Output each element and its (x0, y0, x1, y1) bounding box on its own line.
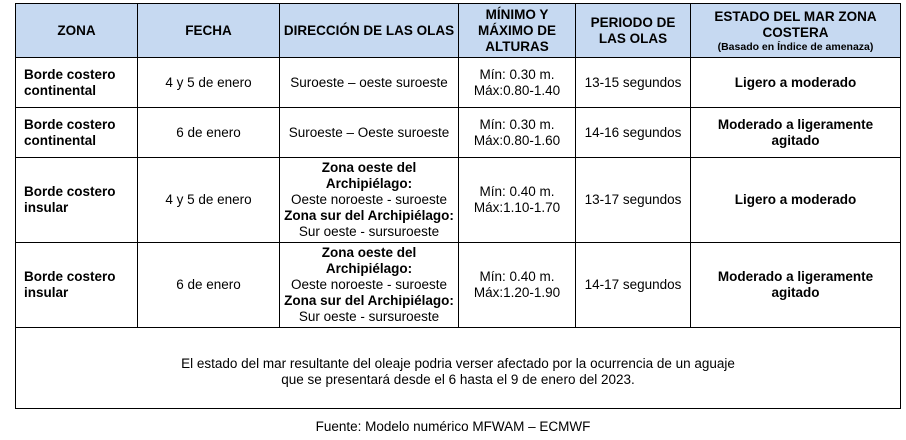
cell-fecha: 4 y 5 de enero (138, 158, 280, 243)
direccion-text-oeste: Oeste noroeste - suroeste (290, 192, 448, 207)
cell-zona: Borde costero insular (16, 243, 138, 328)
table-row (16, 243, 901, 328)
direccion-heading-oeste: Zona oeste del Archipiélago: (321, 160, 417, 191)
cell-alturas-max: Máx:1.10-1.70 (473, 200, 561, 215)
cell-alturas-min: Mín: 0.40 m. (479, 184, 555, 199)
direccion-text-sur: Sur oeste - sursuroeste (298, 224, 440, 239)
note-line-1: El estado del mar resultante del oleaje podria verser afectado por la ocurrencia de un aguaje (181, 356, 735, 371)
cell-estado: Ligero a moderado (691, 158, 901, 243)
cell-periodo: 14-16 segundos (576, 108, 691, 158)
header-estado-main: ESTADO DEL MAR ZONA COSTERA (714, 8, 877, 40)
cell-estado: Ligero a moderado (691, 58, 901, 108)
note-text (26, 348, 890, 388)
cell-estado: Moderado a ligeramente agitado (691, 243, 901, 328)
cell-direccion: Suroeste – Oeste suroeste (280, 108, 459, 158)
cell-fecha: 4 y 5 de enero (138, 58, 280, 108)
cell-fecha: 6 de enero (138, 108, 280, 158)
source-caption: Fuente: Modelo numérico MFWAM – ECMWF (315, 419, 591, 434)
table-wrapper (15, 3, 900, 409)
cell-direccion (280, 158, 459, 243)
note-cell (16, 328, 901, 409)
direccion-heading-sur: Zona sur del Archipiélago: (284, 293, 454, 308)
cell-zona: Borde costero continental (16, 58, 138, 108)
header-estado-sub: (Basado en Índice de amenaza) (717, 40, 874, 53)
cell-alturas (459, 243, 576, 328)
table-row (16, 158, 901, 243)
cell-fecha: 6 de enero (138, 243, 280, 328)
cell-estado: Moderado a ligeramente agitado (691, 108, 901, 158)
table-row (16, 58, 901, 108)
cell-periodo: 13-17 segundos (576, 158, 691, 243)
cell-alturas-min: Mín: 0.40 m. (479, 269, 555, 284)
direccion-heading-oeste: Zona oeste del Archipiélago: (321, 245, 417, 276)
header-periodo: PERIODO DE LAS OLAS (576, 4, 691, 58)
cell-alturas-max: Máx:0.80-1.40 (473, 82, 561, 98)
cell-periodo: 14-17 segundos (576, 243, 691, 328)
note-line-2: que se presentará desde el 6 hasta el 9 de enero del 2023. (281, 372, 635, 387)
header-alturas: MÍNIMO Y MÁXIMO DE ALTURAS (459, 4, 576, 58)
header-fecha: FECHA (138, 4, 280, 58)
cell-alturas (459, 58, 576, 108)
header-direccion: DIRECCIÓN DE LAS OLAS (280, 4, 459, 58)
cell-alturas-max: Máx:0.80-1.60 (473, 132, 561, 148)
cell-direccion: Suroeste – oeste suroeste (280, 58, 459, 108)
cell-periodo: 13-15 segundos (576, 58, 691, 108)
note-row (16, 328, 901, 409)
cell-direccion (280, 243, 459, 328)
cell-alturas-min: Mín: 0.30 m. (479, 116, 555, 132)
cell-alturas-min: Mín: 0.30 m. (479, 66, 555, 82)
header-estado (691, 4, 901, 58)
cell-alturas (459, 158, 576, 243)
header-zona: ZONA (16, 4, 138, 58)
direccion-text-sur: Sur oeste - sursuroeste (298, 309, 440, 324)
wave-forecast-table (15, 3, 901, 409)
table-row (16, 108, 901, 158)
direccion-text-oeste: Oeste noroeste - suroeste (290, 277, 448, 292)
cell-alturas (459, 108, 576, 158)
cell-alturas-max: Máx:1.20-1.90 (473, 285, 561, 300)
header-row (16, 4, 901, 58)
cell-zona: Borde costero continental (16, 108, 138, 158)
cell-zona: Borde costero insular (16, 158, 138, 243)
direccion-heading-sur: Zona sur del Archipiélago: (284, 208, 454, 223)
